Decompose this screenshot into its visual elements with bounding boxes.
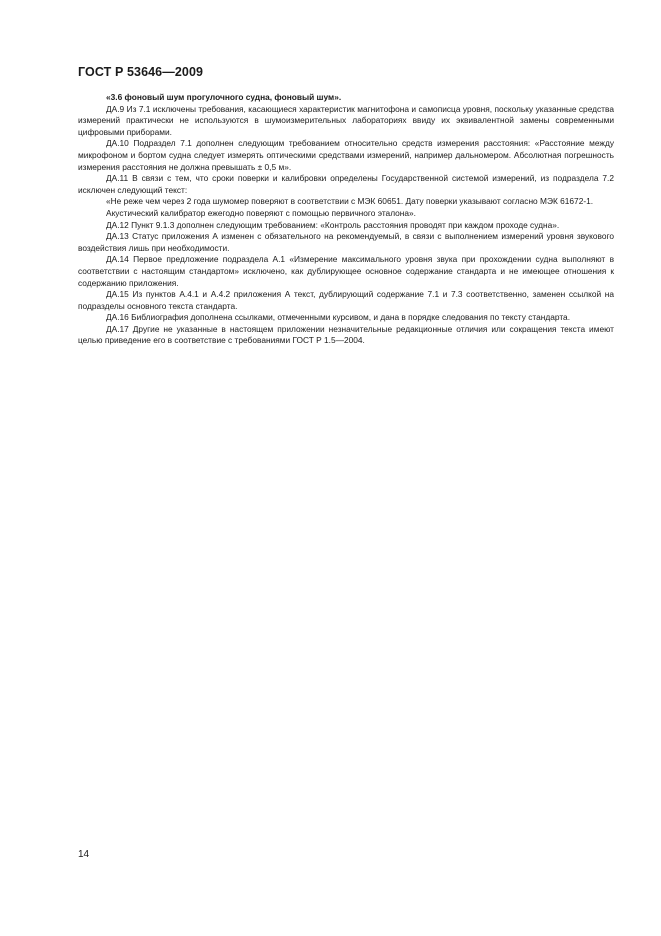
paragraph-da15: ДА.15 Из пунктов А.4.1 и А.4.2 приложения А текст, дублирующий содержание 7.1 и 7.3 соответственно, заменен ссылкой на подразделы основного текста стандарта.	[78, 289, 614, 311]
paragraph-da14: ДА.14 Первое предложение подраздела А.1 «Измерение максимального уровня звука при прохождении судна выполняют в соответствии с настоящим стандартом» исключено, как дублирующее основное содержание стандарта и не имеющее отношения к содержанию приложения.	[78, 254, 614, 288]
paragraph-da16: ДА.16 Библиография дополнена ссылками, отмеченными курсивом, и дана в порядке следования по тексту стандарта.	[106, 312, 571, 323]
paragraph-da11: ДА.11 В связи с тем, что сроки поверки и калибровки определены Государственной системой измерений, из подраздела 7.2 исключен следующий текст:	[78, 173, 614, 195]
paragraph-da12: ДА.12 Пункт 9.1.3 дополнен следующим требованием: «Контроль расстояния проводят при каждом проходе судна».	[106, 219, 560, 230]
term-definition: «3.6 фоновый шум прогулочного судна, фоновый шум».	[106, 92, 342, 102]
document-body	[78, 92, 614, 347]
paragraph-da9: ДА.9 Из 7.1 исключены требования, касающиеся характеристик магнитофона и самописца уровня, поскольку указанные средства измерений практически не используются в шумоизмерительных лабораториях ввиду их эквивалентной замены современными цифровыми приборами.	[78, 103, 614, 137]
page-number: 14	[78, 849, 90, 860]
paragraph-da11-quote-2: Акустический калибратор ежегодно поверяют с помощью первичного эталона».	[106, 207, 417, 218]
paragraph-da10: ДА.10 Подраздел 7.1 дополнен следующим требованием относительно средств измерения расстояния: «Расстояние между микрофоном и бортом судна следует измерять оптическими средствами измерений, например дальномером. Абсолютная погрешность измерения расстояния не должна превышать ± 0,5 м».	[78, 138, 614, 172]
paragraph-da13: ДА.13 Статус приложения А изменен с обязательного на рекомендуемый, в связи с выполнением измерений уровня звукового воздействия лишь при необходимости.	[78, 231, 614, 253]
paragraph-da17: ДА.17 Другие не указанные в настоящем приложении незначительные редакционные отличия или сокращения текста имеют целью приведение его в соответствие с требованиями ГОСТ Р 1.5—2004.	[78, 323, 614, 346]
paragraph-da11-quote-1: «Не реже чем через 2 года шумомер поверяют в соответствии с МЭК 60651. Дату поверки указывают согласно МЭК 61672-1.	[106, 196, 594, 207]
document-header-title: ГОСТ Р 53646—2009	[78, 65, 204, 79]
